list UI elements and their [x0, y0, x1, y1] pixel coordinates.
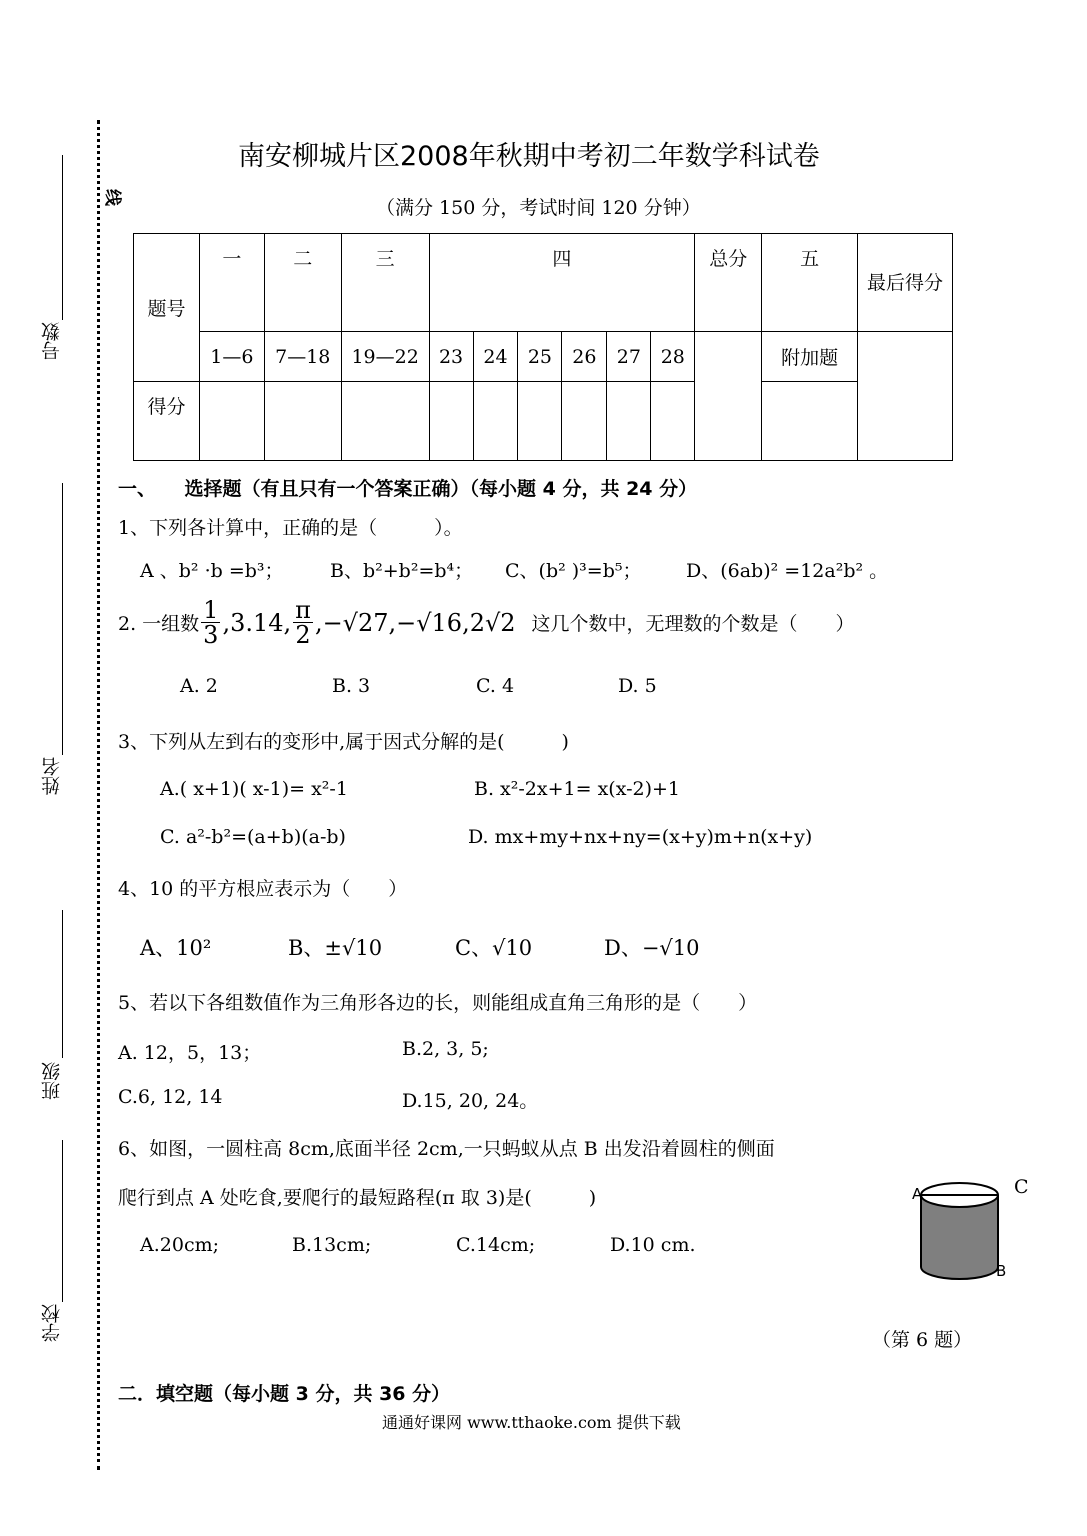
- q4-option-b: B、±√10: [288, 936, 383, 960]
- defen-cell: 得分: [134, 382, 200, 461]
- q6-option-b: B.13cm;: [292, 1234, 372, 1256]
- q2-fraction-2: $\frac{\pi}{2}$: [295, 596, 311, 649]
- score-input-cell[interactable]: [651, 382, 695, 461]
- final-score-label: 最后得分: [867, 271, 944, 294]
- q6-option-a: A.20cm;: [140, 1234, 219, 1256]
- range-cell: 24: [473, 332, 518, 382]
- q2-option-b: B. 3: [332, 675, 371, 697]
- q2-stem-suffix: 这几个数中，无理数的个数是（ ）: [531, 613, 855, 635]
- q6-option-c: C.14cm;: [456, 1234, 536, 1256]
- range-cell: 28: [651, 332, 695, 382]
- score-input-cell[interactable]: [518, 382, 562, 461]
- range-cell: 附加题: [762, 332, 858, 382]
- label-haoshu: 号数: [41, 322, 63, 360]
- q1-option-a: A 、b² ·b =b³；: [140, 560, 284, 582]
- q3-option-b: B. x²-2x+1= x(x-2)+1: [474, 778, 681, 800]
- q2-stem-prefix: 2. 一组数: [118, 613, 200, 635]
- q3-option-d: D. mx+my+nx+ny=(x+y)m+n(x+y): [468, 826, 813, 848]
- range-cell: 25: [518, 332, 562, 382]
- range-cell: 19—22: [341, 332, 429, 382]
- q4-option-c: C、√10: [455, 936, 533, 960]
- label-xuexiao: 学校: [41, 1304, 63, 1342]
- score-input-cell[interactable]: [762, 382, 858, 461]
- final-score-cell[interactable]: [858, 332, 953, 461]
- q5-option-a: A. 12，5，13；: [118, 1042, 262, 1064]
- page-title: 南安柳城片区2008年秋期中考初二年数学科试卷: [238, 141, 820, 172]
- tihao-label: 题号: [147, 298, 186, 320]
- range-cell: 26: [562, 332, 607, 382]
- q2-fraction-1: $\frac{1}{3}$: [203, 596, 219, 649]
- q4-option-a: A、10²: [140, 936, 212, 960]
- q3-option-a: A.( x+1)( x-1)= x²-1: [160, 778, 348, 800]
- xingming-underline: [62, 483, 63, 755]
- score-input-cell[interactable]: [473, 382, 518, 461]
- point-a-label: A: [912, 1185, 923, 1203]
- q5-option-c: C.6, 12, 14: [118, 1086, 223, 1108]
- q3-stem: 3、下列从左到右的变形中,属于因式分解的是( ): [118, 731, 569, 753]
- label-xingming: 姓名: [41, 757, 63, 795]
- score-input-cell[interactable]: [264, 382, 341, 461]
- range-cell: 7—18: [264, 332, 341, 382]
- figure-caption: （第 6 题）: [872, 1329, 973, 1351]
- page-subtitle: （满分 150 分，考试时间 120 分钟）: [376, 197, 701, 219]
- score-table: [133, 233, 953, 461]
- score-input-cell[interactable]: [341, 382, 429, 461]
- q1-stem: 1、下列各计算中，正确的是（ ）。: [118, 517, 463, 539]
- section-5-cell: 五: [762, 234, 858, 332]
- section-2-cell: 二: [264, 234, 341, 332]
- xuexiao-underline: [62, 1140, 63, 1302]
- point-c-label: C: [1014, 1176, 1029, 1198]
- section-4-cell: 四: [429, 234, 695, 332]
- q3-option-c: C. a²-b²=(a+b)(a-b): [160, 826, 346, 848]
- q6-stem-2: 爬行到点 A 处吃食,要爬行的最短路程(π 取 3)是( ): [118, 1187, 597, 1209]
- part2-heading: 二．填空题（每小题 3 分，共 36 分）: [118, 1383, 451, 1405]
- q2-option-d: D. 5: [618, 675, 657, 697]
- q2-option-a: A. 2: [180, 675, 218, 697]
- banji-underline: [62, 910, 63, 1058]
- q1-option-d: D、(6ab)² =12a²b² 。: [686, 560, 889, 582]
- label-banji: 班级: [41, 1062, 63, 1100]
- q2-stem: [118, 598, 855, 647]
- label-xian: 线: [102, 189, 122, 206]
- q4-option-d: D、−√10: [604, 936, 700, 960]
- score-input-cell[interactable]: [607, 382, 651, 461]
- q5-option-b: B.2, 3, 5;: [402, 1038, 489, 1060]
- tihao-cell: [134, 234, 200, 382]
- q4-stem: 4、10 的平方根应表示为（ ）: [118, 878, 408, 900]
- total-cell: 总分: [695, 234, 762, 332]
- score-input-cell[interactable]: [562, 382, 607, 461]
- part1-heading: 一、 选择题（有且只有一个答案正确）（每小题 4 分，共 24 分）: [118, 478, 698, 500]
- haoshu-underline: [62, 155, 63, 320]
- q5-stem: 5、若以下各组数值作为三角形各边的长，则能组成直角三角形的是（ ）: [118, 992, 758, 1014]
- total-score-cell[interactable]: [695, 332, 762, 461]
- range-cell: 1—6: [199, 332, 264, 382]
- final-score-header-cell: [858, 234, 953, 332]
- range-cell: 27: [607, 332, 651, 382]
- footer-text: 通通好课网 www.tthaoke.com 提供下载: [382, 1413, 681, 1432]
- q1-option-b: B、b²+b²=b⁴；: [330, 560, 474, 582]
- score-input-cell[interactable]: [199, 382, 264, 461]
- score-input-cell[interactable]: [429, 382, 473, 461]
- q6-option-d: D.10 cm.: [610, 1234, 696, 1256]
- section-3-cell: 三: [341, 234, 429, 332]
- q2-mid-2: ,−√27,−√16,2√2: [314, 608, 516, 637]
- binding-dotted-line: [97, 120, 100, 1470]
- q5-option-d: D.15, 20, 24。: [402, 1090, 539, 1112]
- q6-stem: 6、如图，一圆柱高 8cm,底面半径 2cm,一只蚂蚁从点 B 出发沿着圆柱的侧面: [118, 1138, 775, 1160]
- q2-option-c: C. 4: [476, 675, 515, 697]
- section-1-cell: 一: [199, 234, 264, 332]
- q1-option-c: C、(b² )³=b⁵；: [505, 560, 642, 582]
- q2-mid-1: ,3.14,: [222, 608, 292, 637]
- point-b-label: B: [996, 1262, 1007, 1280]
- range-cell: 23: [429, 332, 473, 382]
